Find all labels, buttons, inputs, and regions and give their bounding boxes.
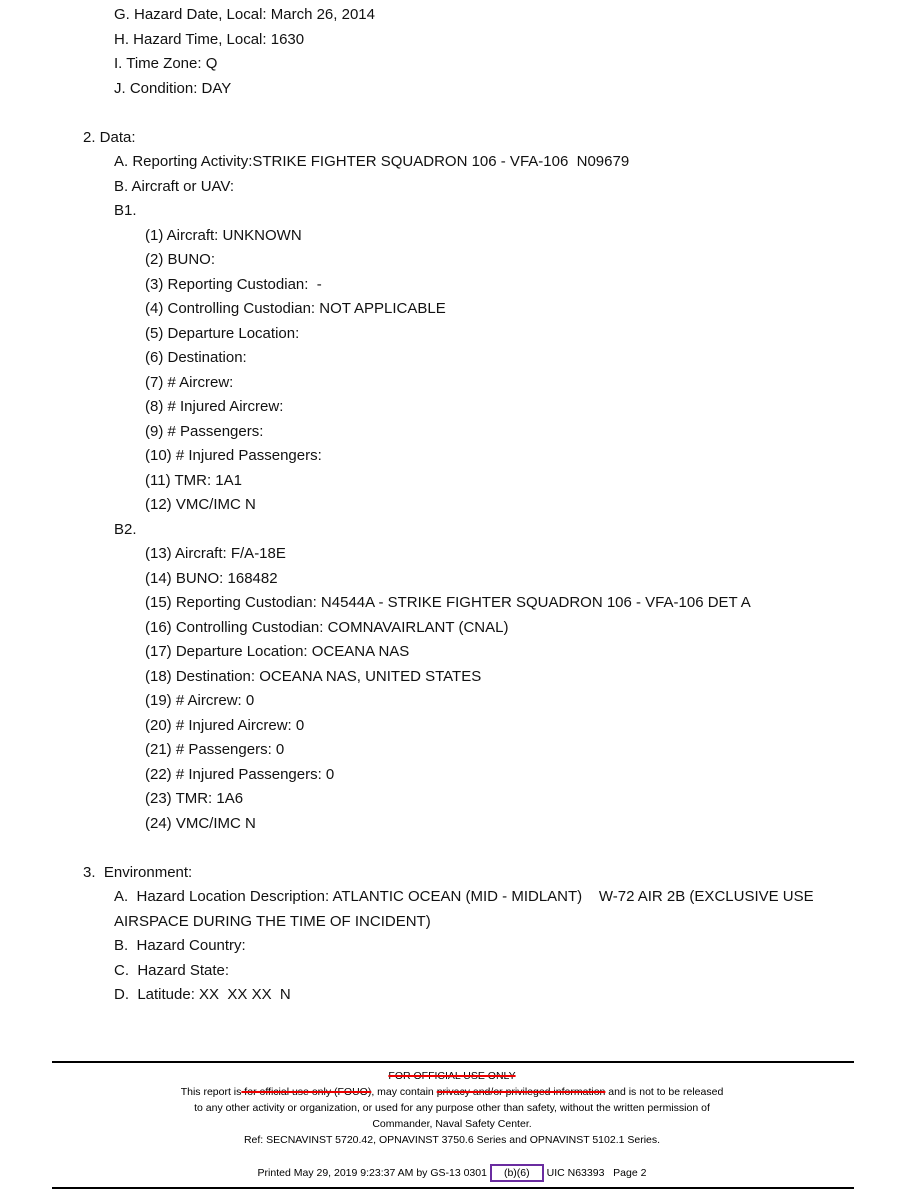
report-field: H. Hazard Time, Local: 1630: [114, 30, 305, 48]
section-heading: 3. Environment:: [83, 863, 193, 881]
report-field: (21) # Passengers: 0: [145, 741, 285, 758]
report-field: (20) # Injured Aircrew: 0: [145, 716, 305, 734]
report-field: (6) Destination:: [145, 349, 247, 366]
report-field: (18) Destination: OCEANA NAS, UNITED STATES: [145, 667, 482, 685]
footer-top-rule: [52, 1061, 854, 1063]
report-field: I. Time Zone: Q: [114, 55, 218, 72]
report-field: (10) # Injured Passengers:: [145, 447, 322, 464]
report-field: (15) Reporting Custodian: N4544A - STRIKE FIGHTER SQUADRON 106 - VFA-106 DET A: [145, 594, 751, 611]
report-field: J. Condition: DAY: [114, 79, 232, 97]
section-heading: 2. Data:: [83, 128, 136, 146]
report-field: (1) Aircraft: UNKNOWN: [145, 226, 302, 244]
disclaimer-line-3: Commander, Naval Safety Center.: [372, 1118, 532, 1130]
disclaimer-line-2: to any other activity or organization, or used for any purpose other than safety, without the written permission of: [194, 1102, 710, 1114]
report-field: B. Hazard Country:: [114, 937, 246, 954]
report-field: (8) # Injured Aircrew:: [145, 398, 284, 415]
printed-line: [0, 1164, 904, 1182]
report-field: B. Aircraft or UAV:: [114, 177, 235, 195]
disclaimer-text: This report is: [180, 1086, 242, 1098]
fouo-banner: FOR OFFICIAL USE ONLY: [388, 1070, 516, 1082]
printed-info: Printed May 29, 2019 9:23:37 AM by GS-13 0301: [257, 1167, 487, 1179]
report-field: (17) Departure Location: OCEANA NAS: [145, 643, 410, 660]
report-field: (24) VMC/IMC N: [145, 814, 256, 832]
struck-text: for official use only (FOUO): [241, 1086, 372, 1098]
report-body: [0, 3, 904, 1008]
report-field: (7) # Aircrew:: [145, 373, 234, 391]
redaction-box: (b)(6): [490, 1164, 544, 1182]
footer-bottom-rule: [52, 1187, 854, 1189]
report-field: (3) Reporting Custodian: -: [145, 275, 322, 293]
report-field: (12) VMC/IMC N: [145, 496, 256, 513]
report-field: (9) # Passengers:: [145, 422, 264, 440]
disclaimer-line-1: [0, 1085, 904, 1099]
uic-page: UIC N63393 Page 2: [546, 1167, 647, 1179]
reference-line: Ref: SECNAVINST 5720.42, OPNAVINST 3750.6 Series and OPNAVINST 5102.1 Series.: [243, 1134, 661, 1146]
report-field: (11) TMR: 1A1: [145, 471, 242, 489]
report-field: (2) BUNO:: [145, 251, 216, 268]
report-field: (13) Aircraft: F/A-18E: [145, 545, 286, 562]
report-field: (4) Controlling Custodian: NOT APPLICABLE: [145, 300, 446, 317]
report-field: (19) # Aircrew: 0: [145, 692, 255, 709]
report-field: A. Hazard Location Description: ATLANTIC OCEAN (MID - MIDLANT) W-72 AIR 2B (EXCLUSIVE USE: [114, 888, 814, 905]
report-field: B2.: [114, 520, 137, 538]
report-field: B1.: [114, 202, 137, 219]
report-field: (5) Departure Location:: [145, 324, 300, 342]
disclaimer-text: , may contain: [371, 1086, 437, 1098]
report-field: (16) Controlling Custodian: COMNAVAIRLANT (CNAL): [145, 618, 509, 636]
report-field: (23) TMR: 1A6: [145, 790, 244, 807]
report-field: G. Hazard Date, Local: March 26, 2014: [114, 6, 375, 23]
report-field: (14) BUNO: 168482: [145, 569, 278, 587]
struck-text: privacy and/or privileged information: [436, 1086, 606, 1098]
report-field: D. Latitude: XX XX XX N: [114, 986, 291, 1003]
report-field: A. Reporting Activity:STRIKE FIGHTER SQUADRON 106 - VFA-106 N09679: [114, 153, 630, 170]
disclaimer-text: and is not to be released: [605, 1086, 724, 1098]
report-field: C. Hazard State:: [114, 961, 230, 979]
report-field: (22) # Injured Passengers: 0: [145, 765, 335, 783]
report-field: AIRSPACE DURING THE TIME OF INCIDENT): [114, 912, 431, 930]
